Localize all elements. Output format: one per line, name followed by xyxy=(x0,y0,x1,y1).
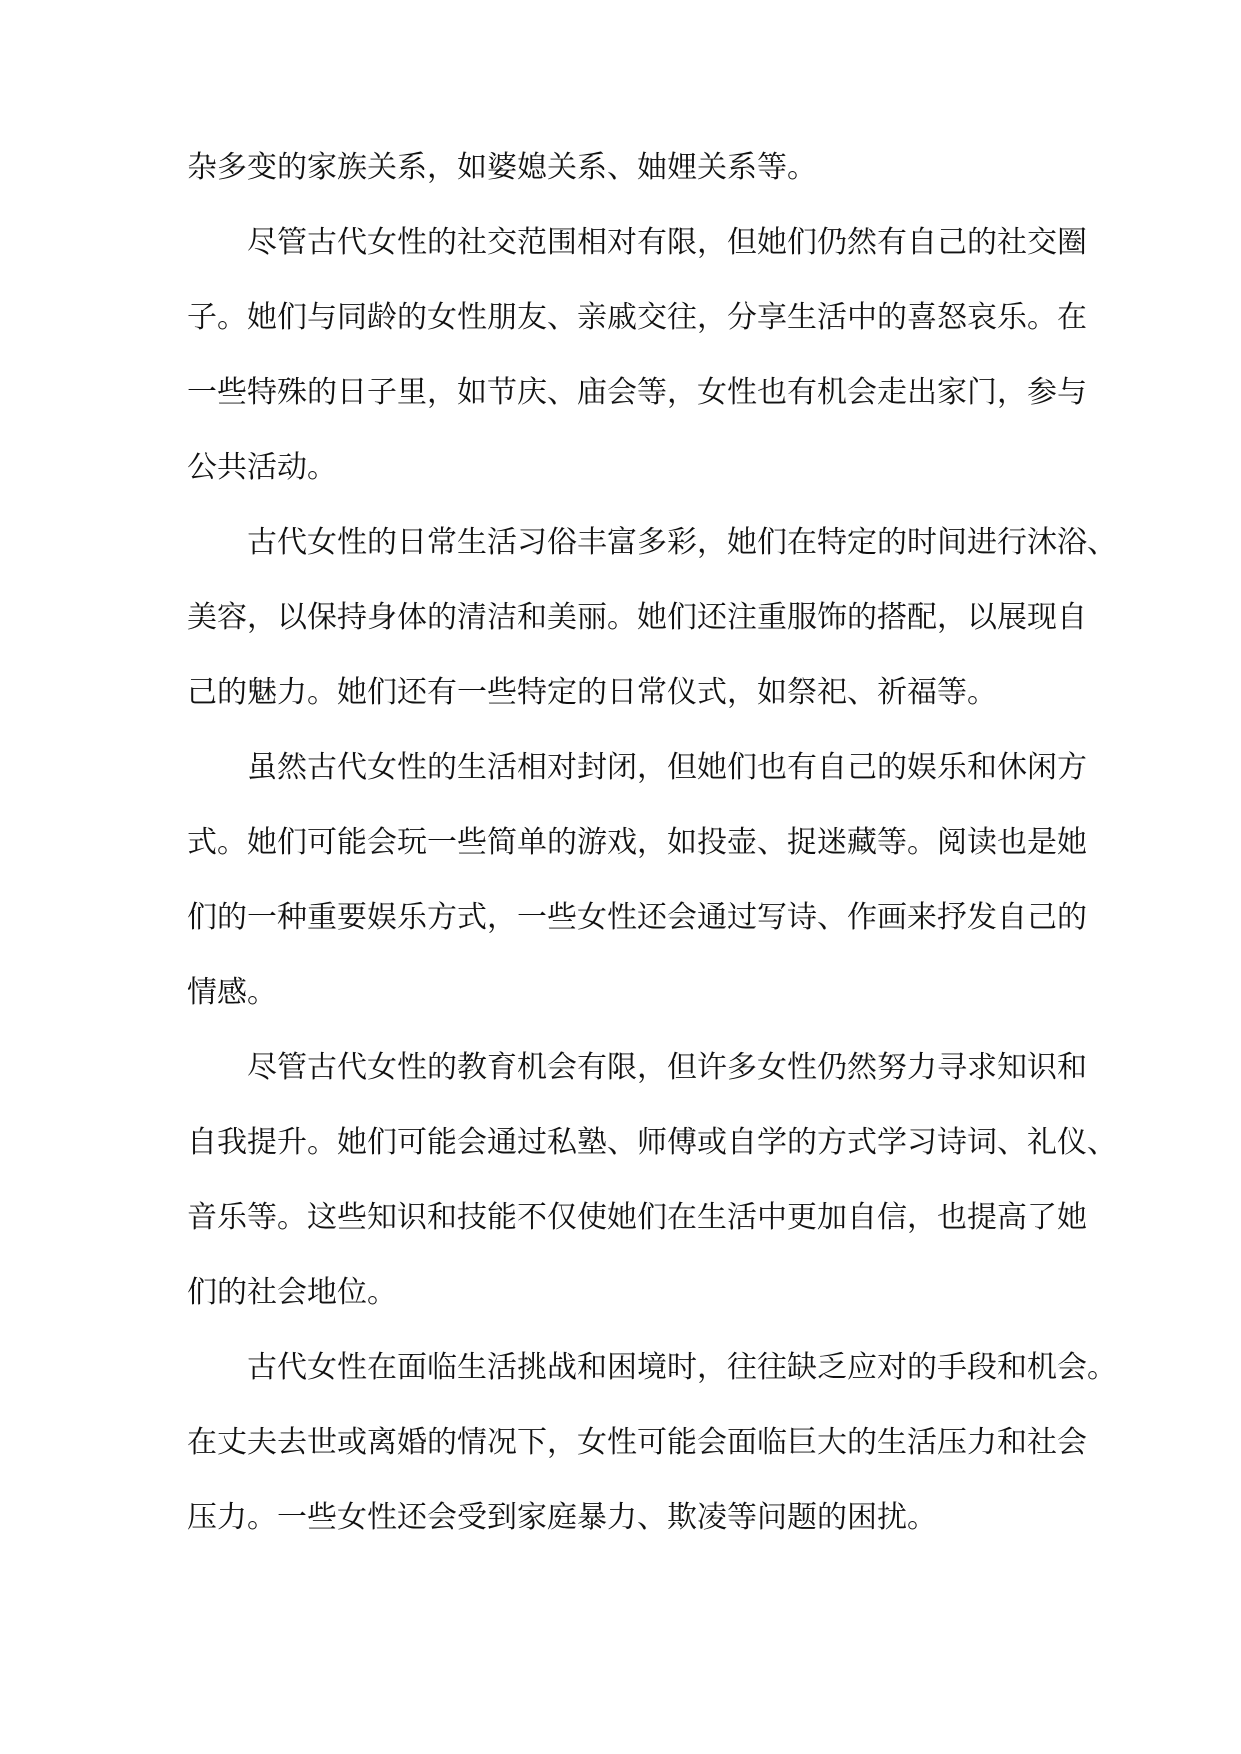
text-line: 在丈夫去世或离婚的情况下，女性可能会面临巨大的生活压力和社会 xyxy=(187,1425,1087,1460)
text-line: 己的魅力。她们还有一些特定的日常仪式，如祭祀、祈福等。 xyxy=(187,675,997,710)
paragraph-daily-customs xyxy=(187,513,1117,738)
paragraph-continuation xyxy=(187,138,1057,213)
text-line: 压力。一些女性还会受到家庭暴力、欺凌等问题的困扰。 xyxy=(187,1500,937,1535)
text-line: 美容，以保持身体的清洁和美丽。她们还注重服饰的搭配，以展现自 xyxy=(187,600,1087,635)
document-body xyxy=(187,138,1117,1563)
text-line: 一些特殊的日子里，如节庆、庙会等，女性也有机会走出家门，参与 xyxy=(187,375,1087,410)
paragraph-entertainment xyxy=(187,738,1087,1038)
text-line: 虽然古代女性的生活相对封闭，但她们也有自己的娱乐和休闲方 xyxy=(247,750,1087,785)
text-line: 子。她们与同龄的女性朋友、亲戚交往，分享生活中的喜怒哀乐。在 xyxy=(187,300,1087,335)
text-line: 公共活动。 xyxy=(187,450,337,485)
text-line: 们的社会地位。 xyxy=(187,1275,397,1310)
text-line: 尽管古代女性的社交范围相对有限，但她们仍然有自己的社交圈 xyxy=(247,225,1087,260)
text-line: 们的一种重要娱乐方式，一些女性还会通过写诗、作画来抒发自己的 xyxy=(187,900,1087,935)
text-line: 自我提升。她们可能会通过私塾、师傅或自学的方式学习诗词、礼仪、 xyxy=(187,1125,1117,1160)
text-line: 古代女性在面临生活挑战和困境时，往往缺乏应对的手段和机会。 xyxy=(247,1350,1117,1385)
text-line: 情感。 xyxy=(187,975,277,1010)
paragraph-social-circle xyxy=(187,213,1087,513)
text-line: 式。她们可能会玩一些简单的游戏，如投壶、捉迷藏等。阅读也是她 xyxy=(187,825,1087,860)
paragraph-education xyxy=(187,1038,1117,1338)
text-line: 音乐等。这些知识和技能不仅使她们在生活中更加自信，也提高了她 xyxy=(187,1200,1087,1235)
text-line: 尽管古代女性的教育机会有限，但许多女性仍然努力寻求知识和 xyxy=(247,1050,1087,1085)
paragraph-challenges xyxy=(187,1338,1117,1563)
text-line: 古代女性的日常生活习俗丰富多彩，她们在特定的时间进行沐浴、 xyxy=(247,525,1117,560)
text-line: 杂多变的家族关系，如婆媳关系、妯娌关系等。 xyxy=(187,150,817,185)
